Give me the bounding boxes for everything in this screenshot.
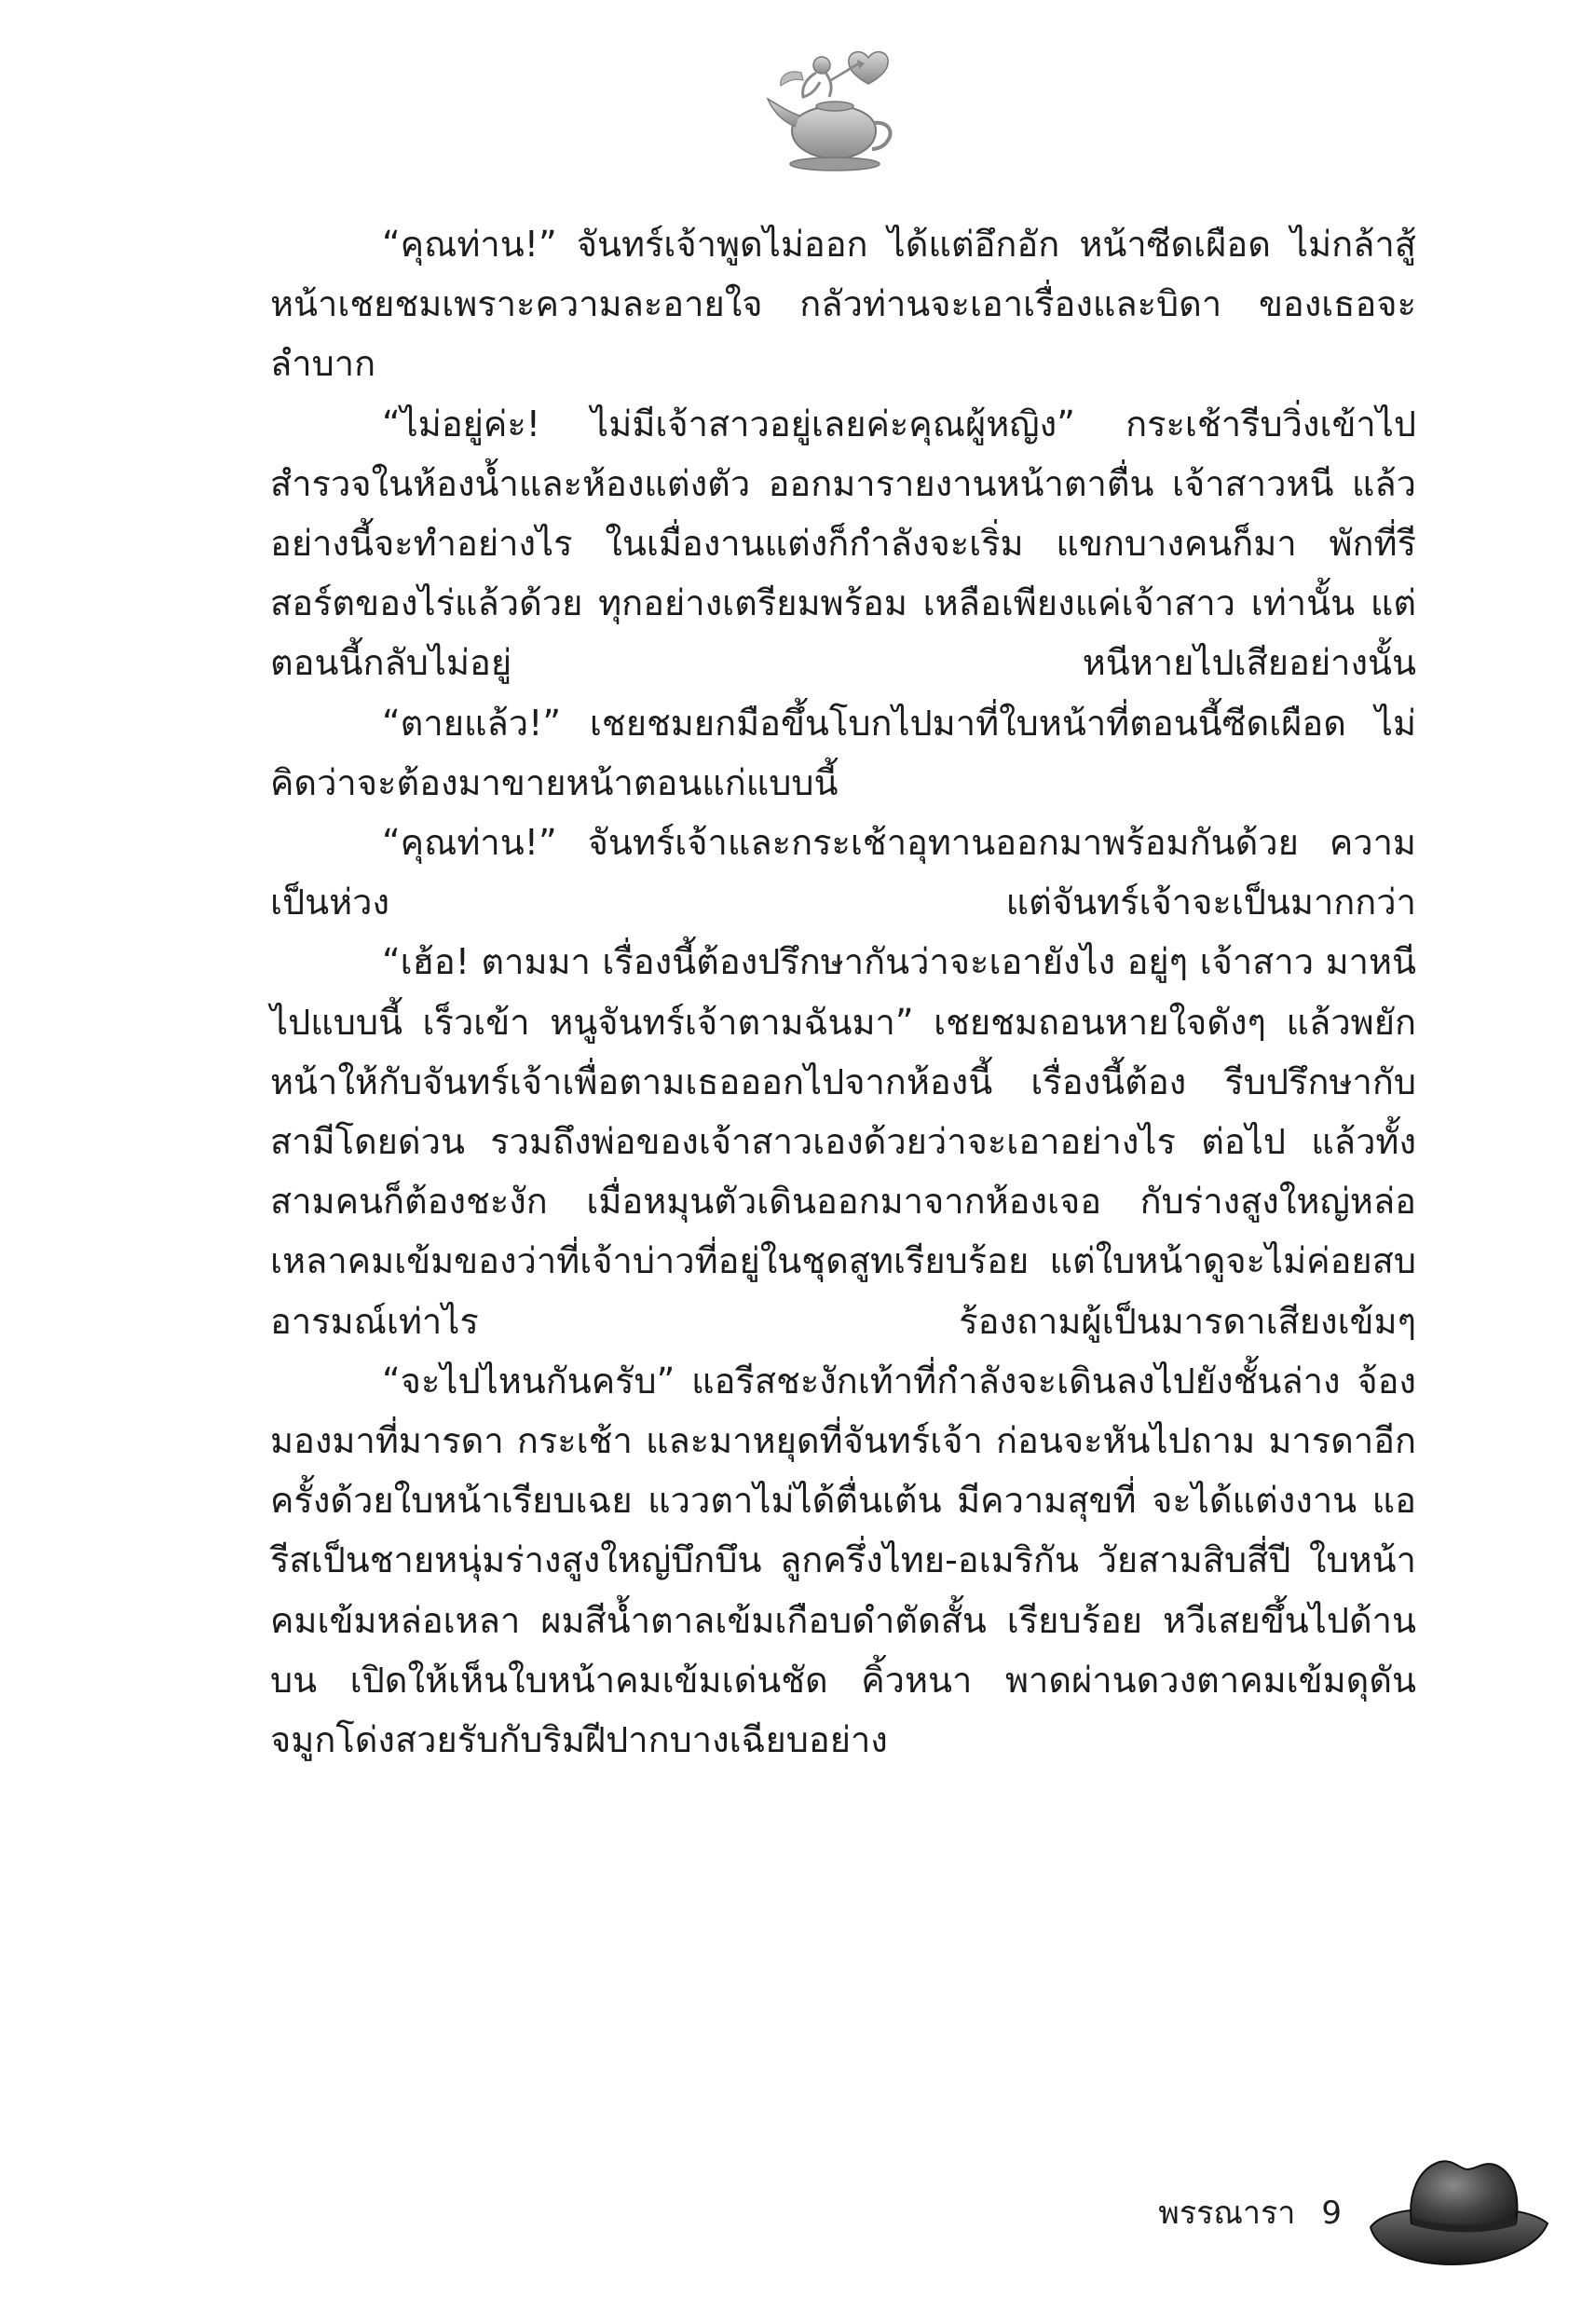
text-line: มาหนีไปแบบนี้ เร็วเข้า หนูจันทร์เจ้าตามฉันมา” เชยชมถอนหายใจดังๆ (270, 941, 1416, 1043)
text-line: เรียบร้อย หวีเสยขึ้นไปด้านบน เปิดให้เห็นใบหน้าคมเข้มเด่นชัด คิ้วหนา (270, 1599, 1416, 1701)
paragraph (270, 693, 1416, 813)
text-line: จ้องมองมาที่มารดา กระเช้า และมาหยุดที่จันทร์เจ้า ก่อนจะหันไปถาม (270, 1360, 1416, 1462)
text-line: กับร่างสูงใหญ่หล่อเหลาคมเข้มของว่าที่เจ้าบ่าวที่อยู่ในชุดสูทเรียบร้อย (270, 1181, 1416, 1282)
text-line: ไม่คิดว่าจะต้องมาขายหน้าตอนแก่แบบนี้ (270, 702, 1416, 803)
text-line: แล้วพยักหน้าให้กับจันทร์เจ้าเพื่อตามเธอออกไปจากห้องนี้ เรื่องนี้ต้อง (270, 1001, 1416, 1102)
text-line: เท่านั้น แต่ตอนนี้กลับไม่อยู่ หนีหายไปเสียอย่างนั้น (270, 582, 1416, 684)
page-footer (1090, 2185, 1342, 2241)
paragraph (270, 1351, 1416, 1770)
cowboy-hat-icon (1365, 2153, 1551, 2274)
text-line: “คุณท่าน!” จันทร์เจ้าพูดไม่ออก ได้แต่อึกอัก หน้าซีดเผือด (382, 224, 1271, 265)
page-number: 9 (1321, 2195, 1342, 2232)
text-line: แต่ใบหน้าดูจะไม่ค่อยสบอารมณ์เท่าไร ร้องถามผู้เป็นมารดาเสียงเข้มๆ (270, 1240, 1416, 1342)
text-line: รีบปรึกษากับสามีโดยด่วน รวมถึงพ่อของเจ้าสาวเองด้วยว่าจะเอาอย่างไร (270, 1060, 1416, 1163)
text-line: มารดาอีกครั้งด้วยใบหน้าเรียบเฉย แววตาไม่ได้ตื่นเต้น มีความสุขที่ (270, 1420, 1416, 1522)
text-line: แล้วอย่างนี้จะทำอย่างไร ในเมื่องานแต่งก็กำลังจะเริ่ม แขกบางคนก็มา (270, 462, 1416, 565)
text-line: “คุณท่าน!” จันทร์เจ้าและกระเช้าอุทานออกมาพร้อมกันด้วย (382, 822, 1299, 864)
running-title: พรรณารา (1158, 2195, 1296, 2232)
text-line: พักที่รีสอร์ตของไร่แล้วด้วย ทุกอย่างเตรียมพร้อม เหลือเพียงแค่เจ้าสาว (270, 523, 1416, 624)
text-line: สำรวจในห้องน้ำและห้องแต่งตัว ออกมารายงานหน้าตาตื่น เจ้าสาวหนี (270, 462, 1334, 504)
text-line: จะได้แต่งงาน แอรีสเป็นชายหนุ่มร่างสูงใหญ่บึกบึน ลูกครึ่งไทย-อเมริกัน (270, 1480, 1416, 1581)
text-line: พาดผ่านดวงตาคมเข้มดุดัน จมูกโด่งสวยรับกับริมฝีปากบางเฉียบอย่าง (270, 1659, 1416, 1761)
paragraph (270, 394, 1416, 693)
text-line: “จะไปไหนกันครับ” แอรีสชะงักเท้าที่กำลังจะเดินลงไปยังชั้นล่าง (382, 1360, 1341, 1402)
text-line: ความเป็นห่วง แต่จันทร์เจ้าจะเป็นมากกว่า (270, 822, 1416, 923)
text-line: วัยสามสิบสี่ปี ใบหน้าคมเข้มหล่อเหลา ผมสีน้ำตาลเข้มเกือบดำตัดสั้น (270, 1539, 1416, 1641)
paragraph (270, 932, 1416, 1350)
teapot-cupid-emblem-icon (764, 45, 904, 175)
text-line: ต่อไป แล้วทั้งสามคนก็ต้องชะงัก เมื่อหมุนตัวเดินออกมาจากห้องเจอ (270, 1121, 1417, 1223)
paragraph (270, 214, 1416, 394)
text-line: “เฮ้อ! ตามมา เรื่องนี้ต้องปรึกษากันว่าจะเอายังไง อยู่ๆ เจ้าสาว (382, 941, 1315, 983)
paragraph (270, 813, 1416, 932)
text-line: ไม่กล้าสู้หน้าเชยชมเพราะความละอายใจ กลัวท่านจะเอาเรื่องและบิดา (270, 224, 1416, 325)
text-line: ของเธอจะลำบาก (270, 283, 1416, 385)
text-line: “ไม่อยู่ค่ะ! ไม่มีเจ้าสาวอยู่เลยค่ะคุณผู้หญิง” กระเช้ารีบวิ่งเข้าไป (382, 403, 1416, 444)
text-line: “ตายแล้ว!” เชยชมยกมือขึ้นโบกไปมาที่ใบหน้าที่ตอนนี้ซีดเผือด (382, 702, 1346, 744)
story-text (270, 214, 1416, 1770)
